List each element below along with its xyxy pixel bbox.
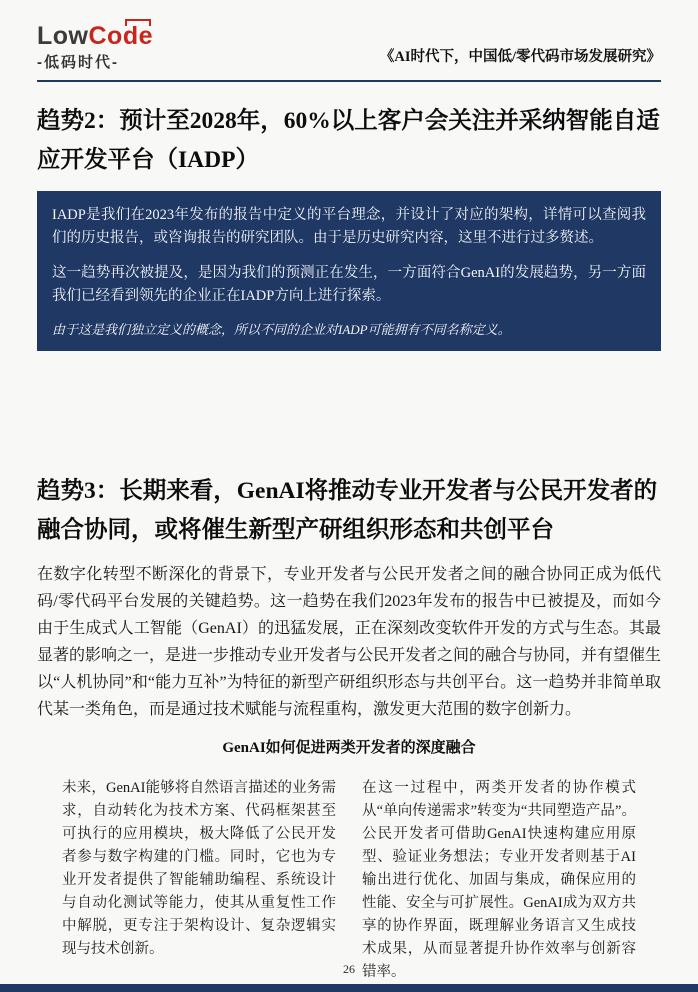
logo-wordmark [37, 24, 153, 49]
callout-note: 由于这是我们独立定义的概念，所以不同的企业对IADP可能拥有不同名称定义。 [52, 322, 511, 337]
callout-paragraph-2: 这一趋势再次被提及，是因为我们的预测正在发生，一方面符合GenAI的发展趋势，另一方面我们已经看到领先的企业正在IADP方向上进行探索。 [52, 265, 646, 304]
lowcode-logo [37, 24, 153, 70]
footer-bar [0, 984, 698, 992]
right-column-text: 在这一过程中，两类开发者的协作模式从“单向传递需求”转变为“共同塑造产品”。公民开发者可借助GenAI快速构建应用原型、验证业务想法；专业开发者则基于AI输出进行优化、加固与集成，确保应用的性能、安全与可扩展性。GenAI成为双方共享的协作界面，既理解业务语言又生成技术成果，从而显著提升协作效率与创新容错率。 [362, 780, 636, 980]
trend3-title: 趋势3：长期来看，GenAI将推动专业开发者与公民开发者的融合协同，或将催生新型产研组织形态和共创平台 [37, 478, 658, 543]
page-header [37, 0, 661, 82]
callout-paragraph-1: IADP是我们在2023年发布的报告中定义的平台理念，并设计了对应的架构，详情可以查阅我们的历史报告，或咨询报告的研究团队。由于是历史研究内容，这里不进行过多赘述。 [52, 207, 646, 246]
two-column-block [62, 777, 636, 984]
trend3-intro-paragraph: 在数字化转型不断深化的背景下，专业开发者与公民开发者之间的融合协同正成为低代码/零代码平台发展的关键趋势。这一趋势在我们2023年发布的报告中已被提及，而如今由于生成式人工智能（GenAI）的迅猛发展，正在深刻改变软件开发的方式与生态。其最显著的影响之一，是进一步推动专业开发者与公民开发者之间的融合与协同，并有望催生以“人机协同”和“能力互补”为特征的新型产研组织形态与共创平台。这一趋势并非简单取代某一类角色，而是通过技术赋能与流程重构，激发更大范围的数字创新力。 [37, 566, 662, 718]
logo-text-low: Low [37, 22, 89, 50]
fusion-subheading: GenAI如何促进两类开发者的深度融合 [222, 740, 476, 756]
report-title: 《AI时代下，中国低/零代码市场发展研究》 [379, 49, 661, 65]
trend2-title: 趋势2：预计至2028年，60%以上客户会关注并采纳智能自适应开发平台（IADP） [37, 108, 660, 173]
logo-subtitle: -低码时代- [37, 54, 119, 71]
logo-text-code: Code [88, 22, 153, 50]
trend2-callout-box [37, 191, 661, 351]
page-number: 26 [343, 962, 355, 976]
logo-bracket-icon [125, 19, 151, 26]
left-column-text: 未来，GenAI能够将自然语言描述的业务需求，自动转化为技术方案、代码框架甚至可执行的应用模块，极大降低了公民开发者参与数字构建的门槛。同时，它也为专业开发者提供了智能辅助编程、系统设计与自动化测试等能力，使其从重复性工作中解脱，更专注于架构设计、复杂逻辑实现与技术创新。 [62, 780, 336, 957]
